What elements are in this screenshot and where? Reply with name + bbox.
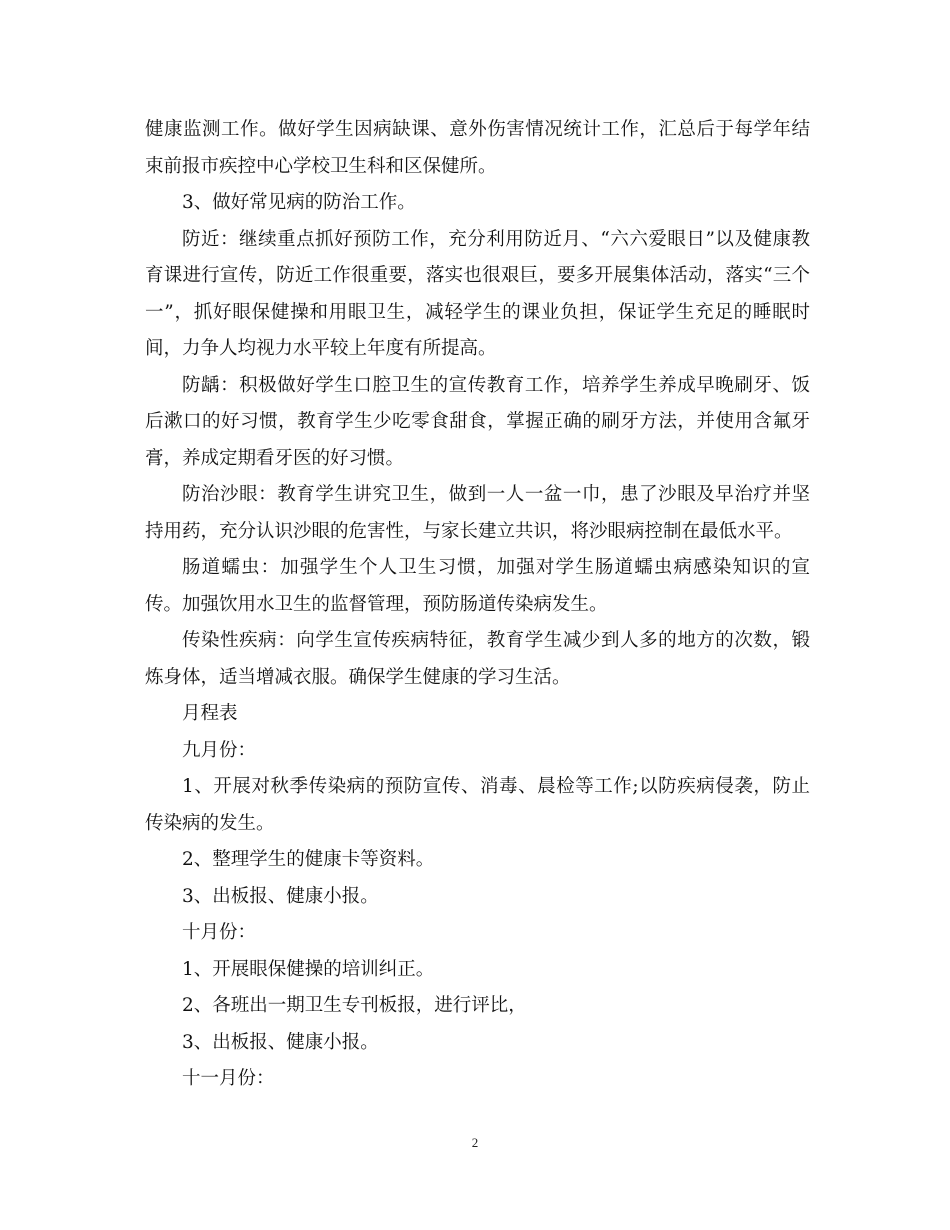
paragraph-myopia-prevention: 防近：继续重点抓好预防工作，充分利用防近月、“六六爱眼日”以及健康教育课进行宣传，防近工作很重要，落实也很艰巨，要多开展集体活动，落实“三个一”，抓好眼保健操和用眼卫生，减轻学生的课业负担，保证学生充足的睡眠时间，力争人均视力水平较上年度有所提高。 — [145, 228, 810, 359]
heading-november: 十一月份： — [182, 1068, 275, 1089]
paragraph-intestinal-worms: 肠道蠕虫：加强学生个人卫生习惯，加强对学生肠道蠕虫病感染知识的宣传。加强饮用水卫生的监督管理，预防肠道传染病发生。 — [145, 557, 810, 615]
document-body — [145, 112, 810, 1098]
list-item: 2、整理学生的健康卡等资料。 — [182, 849, 435, 870]
list-item: 1、开展对秋季传染病的预防宣传、消毒、晨检等工作;以防疾病侵袭，防止传染病的发生。 — [145, 776, 810, 834]
page-number: 2 — [471, 1135, 479, 1150]
list-item: 3、出板报、健康小报。 — [182, 1031, 379, 1053]
heading-october: 十月份： — [182, 922, 257, 943]
paragraph-caries-prevention: 防龋：积极做好学生口腔卫生的宣传教育工作，培养学生养成早晚刷牙、饭后漱口的好习惯，教育学生少吃零食甜食，掌握正确的刷牙方法，并使用含氟牙膏，养成定期看牙医的好习惯。 — [145, 374, 810, 469]
list-item: 1、开展眼保健操的培训纠正。 — [182, 958, 435, 980]
heading-september: 九月份： — [182, 739, 257, 761]
list-item: 3、出板报、健康小报。 — [182, 885, 379, 907]
paragraph-common-diseases: 3、做好常见病的防治工作。 — [182, 192, 416, 213]
paragraph-infectious-diseases: 传染性疾病：向学生宣传疾病特征，教育学生减少到人多的地方的次数，锻炼身体，适当增减衣服。确保学生健康的学习生活。 — [145, 630, 810, 688]
heading-monthly-schedule: 月程表 — [182, 703, 238, 724]
paragraph-health-monitoring: 健康监测工作。做好学生因病缺课、意外伤害情况统计工作，汇总后于每学年结束前报市疾控中心学校卫生科和区保健所。 — [145, 119, 810, 177]
paragraph-trachoma-prevention: 防治沙眼：教育学生讲究卫生，做到一人一盆一巾，患了沙眼及早治疗并坚持用药，充分认识沙眼的危害性，与家长建立共识，将沙眼病控制在最低水平。 — [145, 484, 810, 542]
list-item: 2、各班出一期卫生专刊板报，进行评比， — [182, 995, 527, 1016]
